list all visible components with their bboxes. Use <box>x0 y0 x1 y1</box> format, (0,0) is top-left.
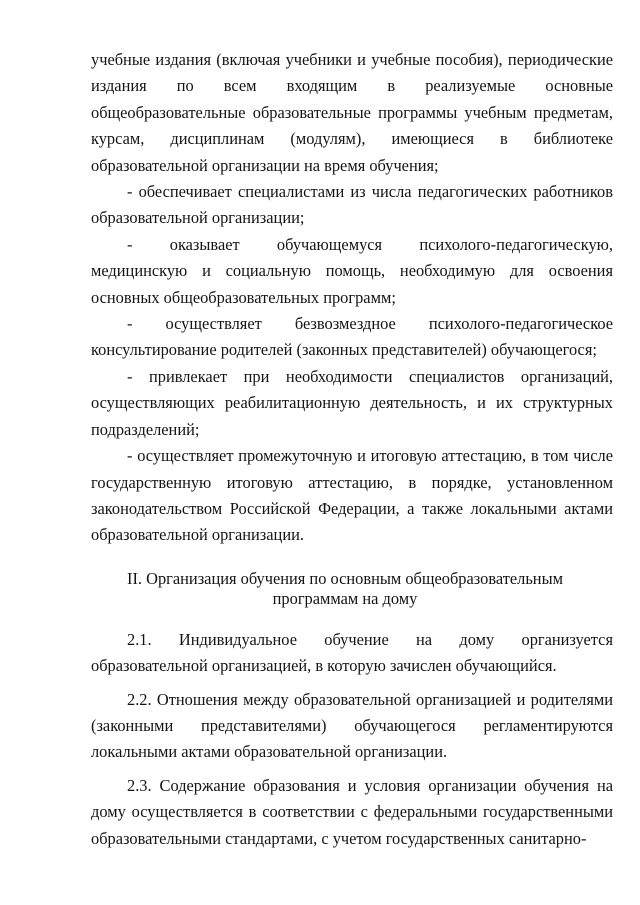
section-paragraph: 2.1. Индивидуальное обучение на дому организуется образовательной организацией, в которую зачислен обучающийся. <box>91 629 613 676</box>
list-item: - осуществляет промежуточную и итоговую аттестацию, в том числе государственную итоговую аттестацию, в порядке, установленном законодательством Российской Федерации, а также локальными актами образовательной организации. <box>91 446 613 545</box>
list-item: - осуществляет безвозмездное психолого-педагогическое консультирование родителей (законных представителей) обучающегося; <box>91 314 613 360</box>
list-item: - оказывает обучающемуся психолого-педагогическую, медицинскую и социальную помощь, необходимую для освоения основных общеобразовательных программ; <box>91 234 613 307</box>
list-item: - обеспечивает специалистами из числа педагогических работников образовательной организации; <box>91 182 613 228</box>
section-heading-line: II. Организация обучения по основным общеобразовательным <box>127 568 563 588</box>
list-item: - привлекает при необходимости специалистов организаций, осуществляющих реабилитационную деятельность, и их структурных подразделений; <box>91 366 613 439</box>
section-heading-line: программам на дому <box>272 588 418 608</box>
document-body <box>91 47 613 859</box>
section-paragraph: 2.2. Отношения между образовательной организацией и родителями (законными представителями) обучающегося регламентируются локальными актами образовательной организации. <box>91 689 613 762</box>
section-paragraph: 2.3. Содержание образования и условия организации обучения на дому осуществляется в соответствии с федеральными государственными образовательными стандартами, с учетом государственных санитарно- <box>91 775 613 848</box>
intro-paragraph: учебные издания (включая учебники и учебные пособия), периодические издания по всем входящим в реализуемые основные общеобразовательные образовательные программы учебным предметам, курсам, дисциплинам (модулям), имеющиеся в библиотеке образовательной организации на время обучения; <box>91 50 613 175</box>
section-heading <box>91 569 613 609</box>
